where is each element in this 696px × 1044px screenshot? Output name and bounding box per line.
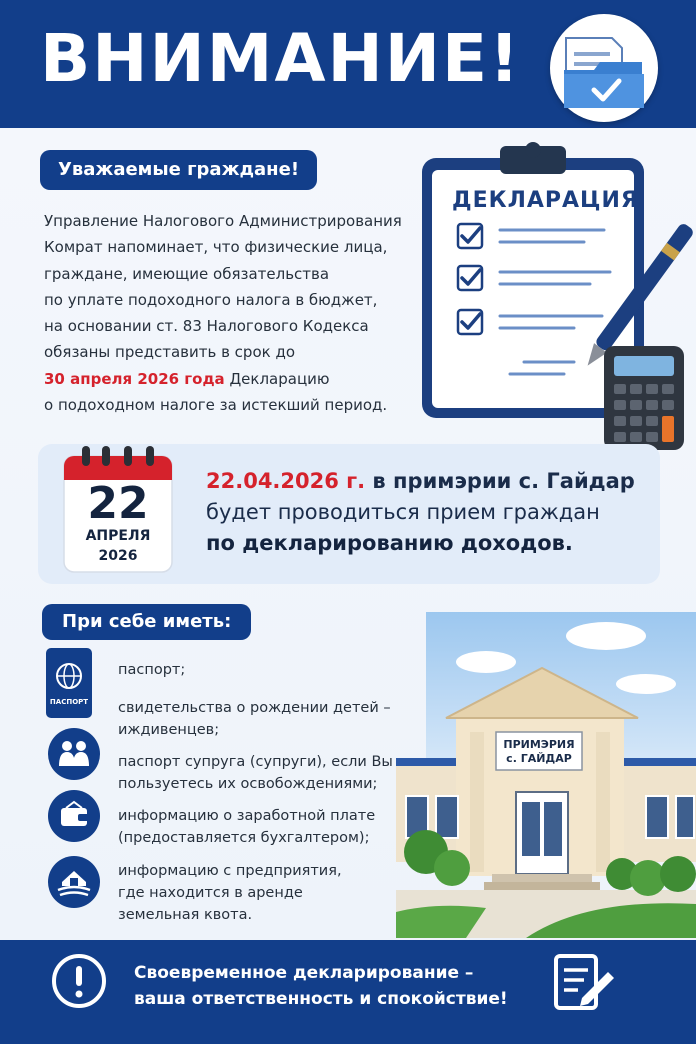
- document-folder-icon: [550, 14, 658, 122]
- town-hall-sign-line: ПРИМЭРИЯ: [503, 738, 575, 751]
- intro-line: о подоходном налоге за истекший период.: [44, 396, 388, 415]
- calendar-month: АПРЕЛЯ: [85, 528, 151, 544]
- footer-slogan-line: Своевременное декларирование –: [134, 963, 474, 983]
- footer-slogan-line: ваша ответственность и спокойствие!: [134, 989, 508, 1009]
- checklist-heading: При себе иметь:: [42, 604, 251, 640]
- document-edit-icon: [552, 952, 618, 1018]
- checklist-item-text: свидетельства о рождении детей –: [118, 700, 391, 716]
- family-icon: [48, 728, 100, 780]
- checklist-item-text: паспорт супруга (супруги), если Вы: [118, 754, 393, 770]
- announcement-place: в примэрии с. Гайдар: [365, 469, 635, 493]
- announcement-line: будет проводиться прием граждан: [206, 500, 600, 524]
- checklist-item-text: информацию с предприятия,: [118, 863, 342, 879]
- intro-line: Комрат напоминает, что физические лица,: [44, 238, 388, 257]
- footer-slogan: [134, 960, 508, 1012]
- checklist-item-text: информацию о заработной плате: [118, 808, 376, 824]
- deadline-date: 30 апреля 2026 года: [44, 369, 225, 388]
- checklist-item-text: пользуетесь их освобождениями;: [118, 776, 378, 792]
- passport-icon: [46, 648, 92, 718]
- checklist-item-text: (предоставляется бухгалтером);: [118, 830, 370, 846]
- checklist-item: [118, 805, 418, 849]
- page-title: ВНИМАНИЕ!: [40, 20, 522, 97]
- intro-line: на основании ст. 83 Налогового Кодекса: [44, 317, 369, 336]
- greeting-heading: Уважаемые граждане!: [40, 150, 317, 190]
- checklist-item: [118, 751, 418, 795]
- passport-icon-label: ПАСПОРТ: [49, 698, 89, 706]
- town-hall-sign-line: с. ГАЙДАР: [506, 752, 572, 765]
- deadline-tail: Декларацию: [224, 369, 330, 388]
- deadline-line: [44, 366, 424, 392]
- town-hall-sign: [496, 738, 582, 766]
- announcement-line: [206, 469, 635, 493]
- intro-line: по уплате подоходного налога в бюджет,: [44, 290, 378, 309]
- declaration-clipboard-illustration: [414, 138, 694, 458]
- checklist-item-text: паспорт;: [118, 662, 186, 678]
- clipboard-title: ДЕКЛАРАЦИЯ: [452, 188, 639, 213]
- checklist-item-text: земельная квота.: [118, 907, 253, 923]
- calendar-day: 22: [87, 478, 149, 529]
- announcement-text: [206, 466, 656, 559]
- checklist-item-text: иждивенцев;: [118, 722, 220, 738]
- announcement-date: 22.04.2026 г.: [206, 469, 366, 493]
- intro-line: граждане, имеющие обязательства: [44, 264, 330, 283]
- intro-line: Управление Налогового Администрирования: [44, 212, 402, 230]
- calendar-year: 2026: [98, 548, 138, 564]
- checklist-item: [118, 697, 418, 741]
- checklist-item-text: где находится в аренде: [118, 885, 303, 901]
- checklist-item: [118, 860, 418, 926]
- house-land-icon: [48, 856, 100, 908]
- town-hall-illustration: [396, 612, 696, 938]
- wallet-icon: [48, 790, 100, 842]
- checklist-item: [118, 659, 418, 681]
- intro-line: обязаны представить в срок до: [44, 343, 296, 362]
- exclamation-icon: [50, 952, 108, 1014]
- announcement-line: по декларированию доходов.: [206, 531, 573, 555]
- intro-paragraph: [44, 208, 424, 418]
